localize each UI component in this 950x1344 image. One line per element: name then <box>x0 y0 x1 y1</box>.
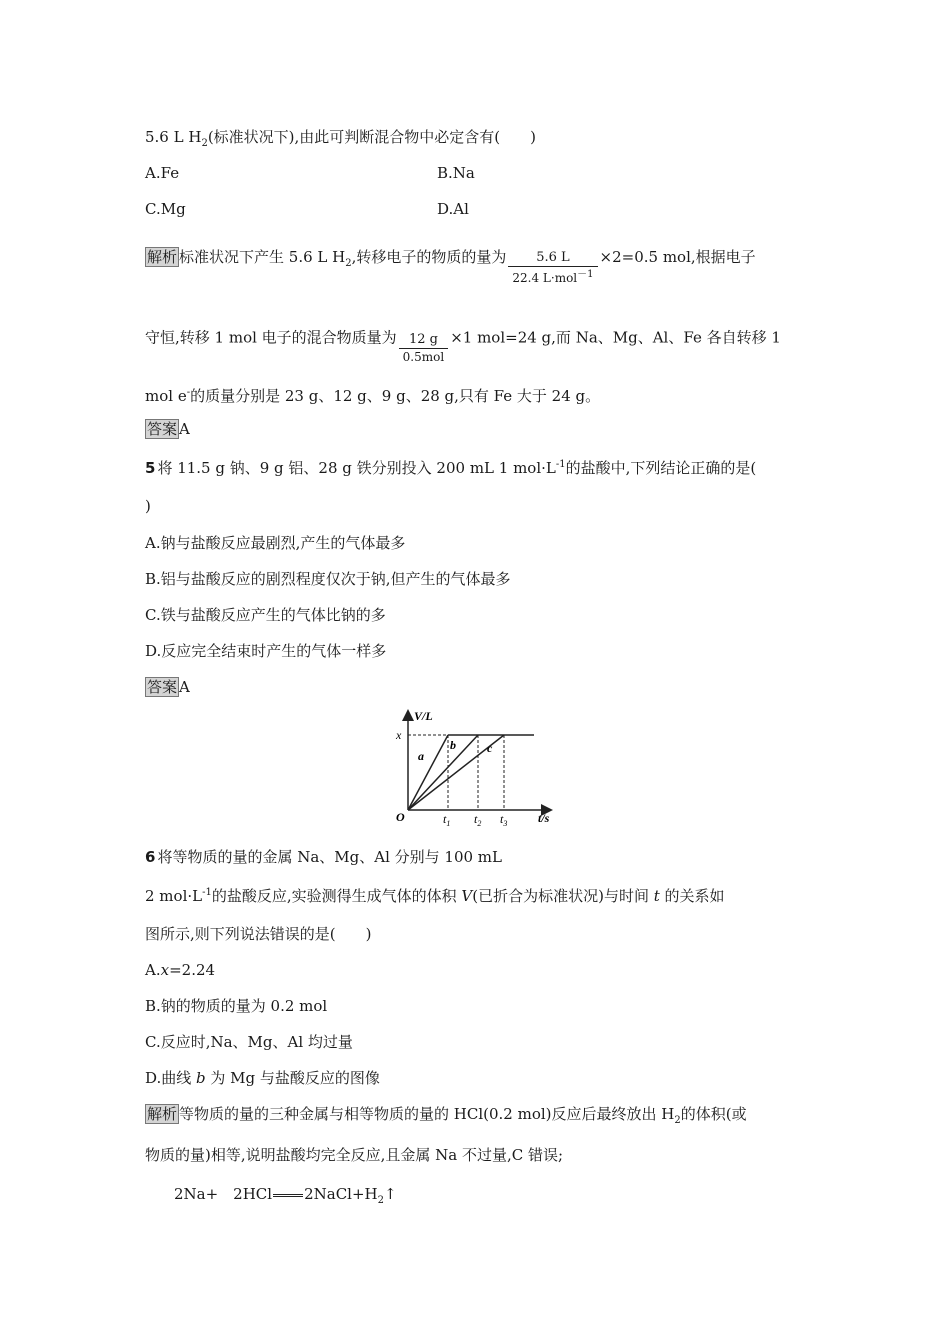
q4-option-c: C.Mg <box>145 200 186 218</box>
gas-up-arrow-icon: ↑ <box>384 1185 397 1203</box>
q6-option-d: D.曲线 b 为 Mg 与盐酸反应的图像 <box>145 1069 380 1087</box>
q6-option-a: A.x=2.24 <box>145 961 216 979</box>
y-axis-label: V/L <box>414 709 433 723</box>
t1-label: $t_1$ <box>443 812 451 828</box>
q6-stem-line3: 图所示,则下列说法错误的是( ) <box>145 925 372 943</box>
q5-option-d: D.反应完全结束时产生的气体一样多 <box>145 642 387 660</box>
curve-c-label: c <box>487 741 493 755</box>
jiexi-tag: 解析 <box>147 1105 178 1123</box>
q6-stem-line1: 6 将等物质的量的金属 Na、Mg、Al 分别与 100 mL <box>145 848 502 866</box>
q5-stem: 5 将 11.5 g 钠、9 g 铝、28 g 铁分别投入 200 mL 1 $mol\cdot L^{-1}$的盐酸中,下列结论正确的是( <box>145 459 757 477</box>
t3-label: $t_3$ <box>500 812 508 828</box>
x-axis-label: t/s <box>538 811 550 825</box>
jiexi-tag: 解析 <box>147 248 178 266</box>
curve-b-label: b <box>450 738 456 752</box>
q4-option-a: A.Fe <box>145 164 180 182</box>
q4-stem: 5.6 L $H_2$(标准状况下),由此可判断混合物中必定含有( ) <box>145 128 536 149</box>
curve-b-line <box>408 735 478 810</box>
volume-time-graph <box>390 706 570 828</box>
q5-answer: 答案 A <box>147 678 190 696</box>
equals-arrow <box>273 1194 303 1197</box>
q4-jiexi-line2: 守恒,转移 1 mol 电子的混合物质量为 $\frac{12 g}{\text{0.5mol}}$ ×1 mol=24 g,而 Na、Mg、Al、Fe 各自转移 1 <box>145 328 781 364</box>
origin-label: O <box>396 810 405 824</box>
q4-option-d: D.Al <box>437 200 469 218</box>
q4-jiexi-line1: 解析 标准状况下产生 5.6 L $H_2$,转移电子的物质的量为 $\frac{5.6 L}{22.4 L\cdot mol^{-1}}$ ×2=0.5 mol,根据电子 <box>147 248 756 285</box>
q5-option-b: B.铝与盐酸反应的剧烈程度仅次于钠,但产生的气体最多 <box>145 570 511 588</box>
curve-a-label: a <box>418 749 424 763</box>
fraction-molar-volume: $\frac{5.6 L}{22.4 L\cdot mol^{-1}}$ <box>508 250 597 286</box>
q4-options-row1 <box>145 163 475 183</box>
q5-option-a: A.钠与盐酸反应最剧烈,产生的气体最多 <box>145 534 406 552</box>
x-value-label: x <box>396 728 402 742</box>
q6-stem-line2: 2 $mol\cdot L^{-1}$的盐酸反应,实验测得生成气体的体积 V(已折合为标准状况)与时间 t 的关系如 <box>145 887 725 905</box>
q5-option-c: C.铁与盐酸反应产生的气体比钠的多 <box>145 606 386 624</box>
q6-option-c: C.反应时,Na、Mg、Al 均过量 <box>145 1033 353 1051</box>
q4-option-b: B.Na <box>437 164 475 182</box>
answer-tag: 答案 <box>147 678 178 696</box>
q5-stem-cont: ) <box>145 497 151 515</box>
q6-jiexi-line1: 解析 等物质的量的三种金属与相等物质的量的 HCl(0.2 mol)反应后最终放出 $H_2$的体积(或 <box>147 1105 747 1126</box>
q4-options-row2 <box>145 199 469 219</box>
q4-jiexi-line3: mol e-的质量分别是 23 g、12 g、9 g、28 g,只有 Fe 大于 24 g。 <box>145 387 601 405</box>
q4-answer: 答案 A <box>147 420 190 438</box>
q6-jiexi-line2: 物质的量)相等,说明盐酸均完全反应,且金属 Na 不过量,C 错误; <box>145 1146 564 1164</box>
answer-tag: 答案 <box>147 420 178 438</box>
fraction-mass: $\frac{12 g}{\text{0.5mol}}$ <box>399 332 449 365</box>
t2-label: $t_2$ <box>474 812 482 828</box>
q6-option-b: B.钠的物质的量为 0.2 mol <box>145 997 328 1015</box>
chemical-equation: 2Na+ 2HCl $2NaCl+H_2↑$ <box>174 1185 397 1206</box>
